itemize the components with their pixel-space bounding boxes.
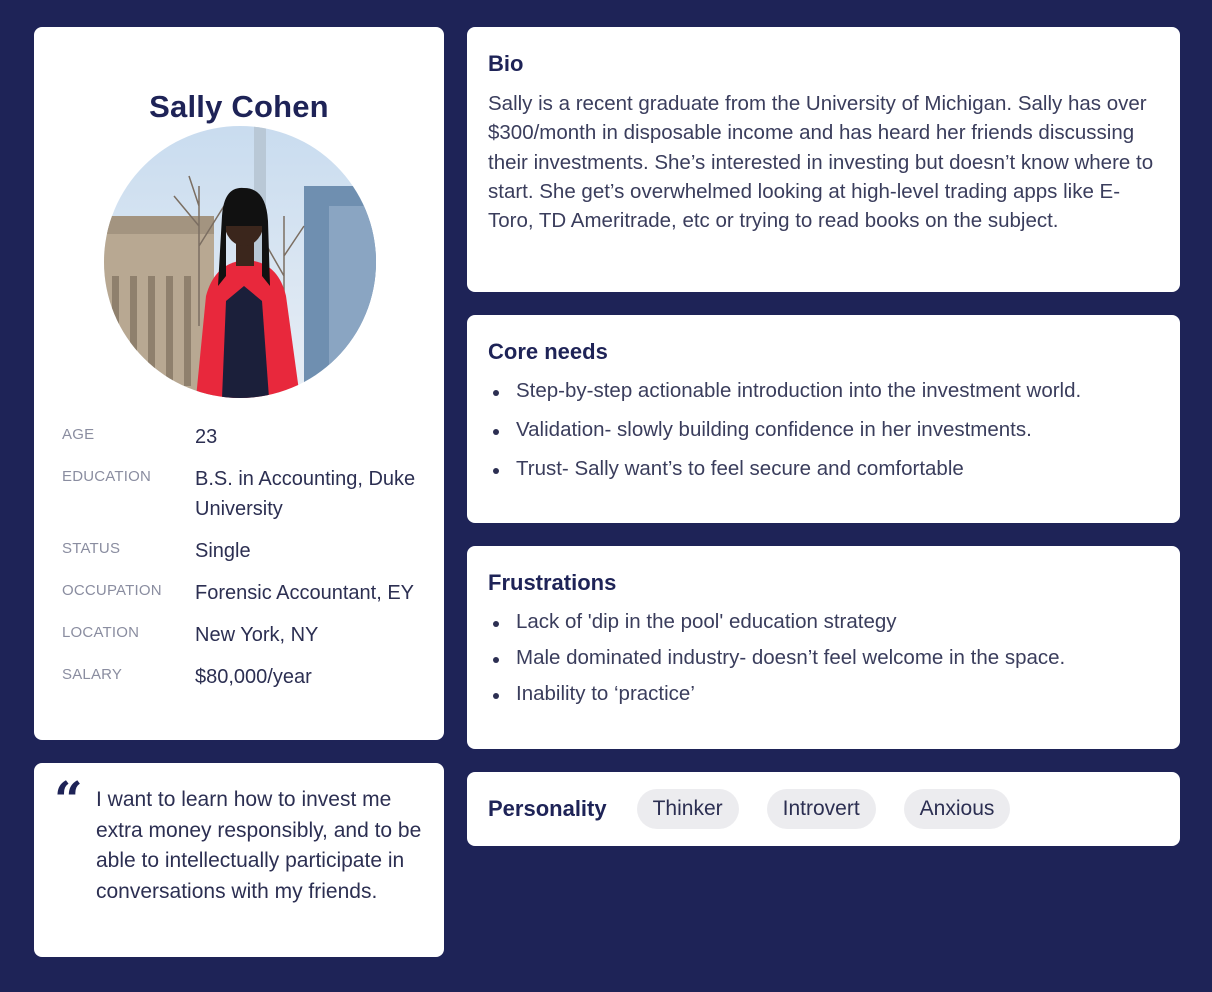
bio-title: Bio [488,51,524,76]
person-photo-icon [104,126,376,398]
core-needs-list [488,379,1159,481]
attr-value: 23 [195,426,218,448]
attr-label: EDUCATION [62,468,152,485]
frustrations-list [488,610,1159,706]
trait-chip-anxious: Anxious [904,789,1011,829]
attr-value: $80,000/year [195,666,312,688]
profile-photo [104,126,376,398]
personality-card [467,772,1180,846]
attr-row-location [62,620,432,650]
attr-row-occupation [62,578,432,608]
list-item: Lack of 'dip in the pool' education strategy [488,610,1159,634]
attr-label: STATUS [62,540,121,557]
quote-icon: “ [54,770,83,829]
trait-chip-introvert: Introvert [767,789,876,829]
quote-text: I want to learn how to invest me extra money responsibly, and to be able to intellectually participate in conversations with my friends. [96,788,422,903]
attr-value: B.S. in Accounting, Duke University [195,468,416,520]
profile-card [34,27,444,740]
bio-card [467,27,1180,292]
list-item: Inability to ‘practice’ [488,682,1159,706]
personality-title: Personality [488,796,607,821]
core-needs-card [467,315,1180,523]
attr-row-education [62,464,432,524]
attr-label: AGE [62,426,95,443]
list-item: Validation- slowly building confidence in her investments. [488,418,1159,442]
quote-card [34,763,444,957]
attr-row-age [62,422,432,452]
trait-chip-thinker: Thinker [637,789,739,829]
bio-text: Sally is a recent graduate from the University of Michigan. Sally has over $300/month in disposable income and has heard her friends discussing their investments. She’s interested in investing but doesn’t know where to start. She get’s overwhelmed looking at high-level trading apps like E-Toro, TD Ameritrade, etc or trying to read books on the subject. [488,92,1154,233]
attr-label: SALARY [62,666,123,683]
attr-label: LOCATION [62,624,140,641]
attr-label: OCCUPATION [62,582,162,599]
list-item: Step-by-step actionable introduction into the investment world. [488,379,1159,403]
attr-row-salary [62,662,432,692]
personality-traits [637,789,1039,829]
core-needs-title: Core needs [488,339,608,364]
list-item: Trust- Sally want’s to feel secure and comfortable [488,457,1159,481]
attr-row-status [62,536,432,566]
frustrations-title: Frustrations [488,570,617,595]
attr-value: Forensic Accountant, EY [195,582,415,604]
person-name: Sally Cohen [149,89,329,124]
attr-value: New York, NY [195,624,319,646]
list-item: Male dominated industry- doesn’t feel welcome in the space. [488,646,1159,670]
profile-attributes [62,422,432,704]
frustrations-card [467,546,1180,749]
attr-value: Single [195,540,251,562]
